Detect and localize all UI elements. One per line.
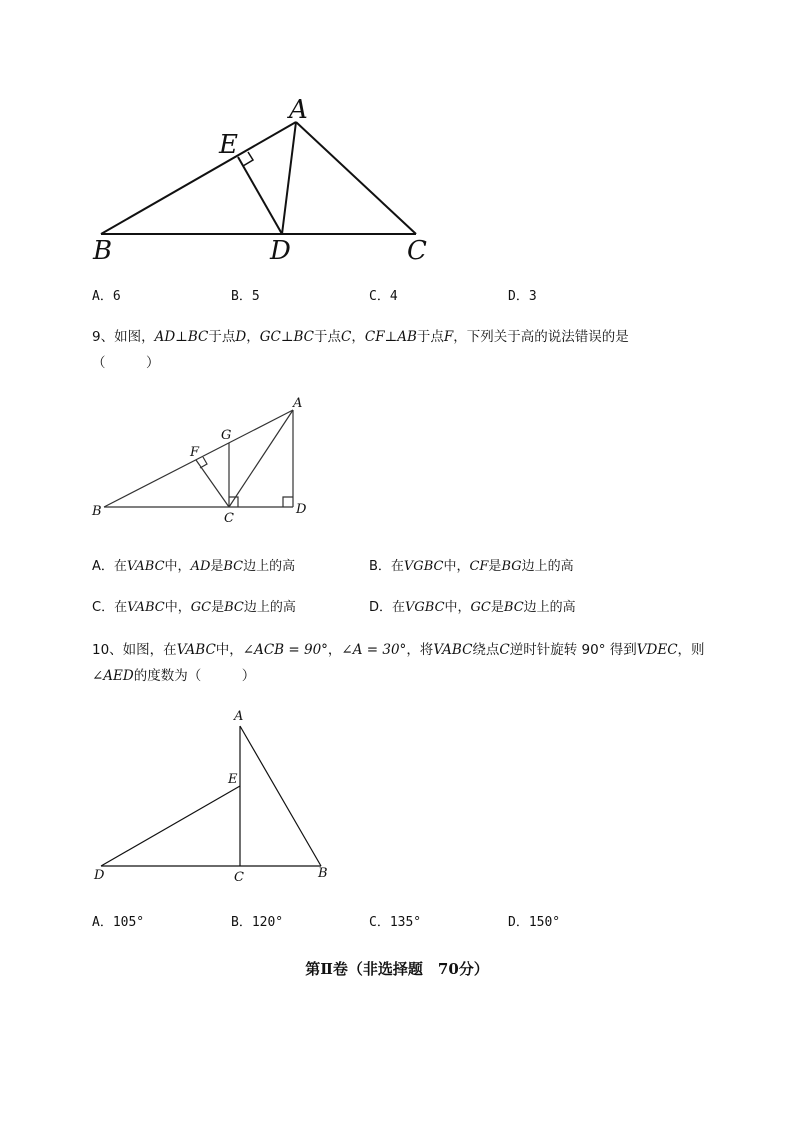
label-B: B [92,504,102,519]
q10-option-d[interactable]: D．150° [508,915,561,930]
segment-AD [282,122,296,234]
right-angle-mark-D [283,497,293,507]
q8-option-d[interactable]: D．3 [508,289,537,304]
segment-AC [229,410,293,507]
q9-stem: 9、如图，AD⊥BC于点D，GC⊥BC于点C，CF⊥AB于点F，下列关于高的说法错误的是 [92,329,629,345]
q10-option-a[interactable]: A．105° [92,915,145,930]
label-C: C [224,511,234,526]
label-G: G [221,428,232,443]
q9-option-d[interactable]: D．在VGBC中，GC是BC边上的高 [369,600,576,615]
q9-answer-paren: （ ） [92,355,160,371]
label-B: B [318,866,328,881]
q10-stem-line2: ∠AED的度数为（ ） [92,668,256,684]
label-C: C [407,236,427,266]
label-A: A [293,396,303,411]
label-D: D [94,868,105,883]
figure-q9 [0,390,794,530]
label-F: F [190,445,200,460]
label-D: D [296,502,307,517]
label-C: C [234,870,244,885]
q8-option-c[interactable]: C．4 [369,289,398,304]
q9-option-a[interactable]: A．在VABC中，AD是BC边上的高 [92,559,296,574]
segment-AB [240,726,321,866]
q10-option-c[interactable]: C．135° [369,915,422,930]
segment-BA [101,122,296,234]
section-title: 第Ⅱ卷（非选择题 70分） [305,960,489,978]
label-E: E [228,772,238,787]
q8-option-b[interactable]: B．5 [231,289,260,304]
label-E: E [219,130,238,160]
label-A: A [234,709,244,724]
right-angle-mark-E [243,152,253,166]
q9-option-c[interactable]: C．在VABC中，GC是BC边上的高 [92,600,296,615]
label-B: B [93,236,113,266]
label-A: A [289,95,308,125]
figure-q8 [0,0,794,280]
q9-option-b[interactable]: B．在VGBC中，CF是BG边上的高 [369,559,574,574]
figure-q10 [0,705,794,885]
q10-stem-line1: 10、如图，在VABC中，∠ACB = 90°，∠A = 30°，将VABC绕点C逆时针旋转 90° 得到VDEC，则 [92,642,705,658]
q10-option-b[interactable]: B．120° [231,915,284,930]
segment-ED [238,157,282,234]
q8-option-a[interactable]: A．6 [92,289,121,304]
segment-AC [296,122,416,234]
label-D: D [270,236,291,266]
segment-DE [101,786,240,866]
